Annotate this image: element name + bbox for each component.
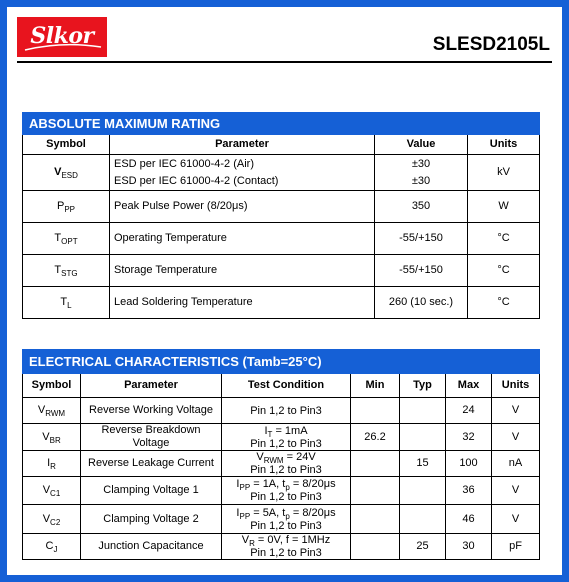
table-row [23,534,540,560]
parameter-line: ESD per IEC 61000-4-2 (Air) [114,157,254,170]
table-row [23,255,540,287]
max-cell: 30 [446,534,492,560]
table-row [23,191,540,223]
table-row [23,424,540,451]
unit-cell: pF [492,534,540,560]
typ-cell [400,424,446,451]
column-header: Parameter [81,374,222,398]
value-cell [375,191,468,223]
symbol-subscript: BR [49,435,61,445]
brand-logo [17,17,107,57]
condition-line [226,405,346,417]
parameter-cell [110,191,375,223]
symbol-cell [23,255,110,287]
symbol-cell [23,287,110,319]
max-cell: 100 [446,451,492,477]
electrical-characteristics-table [22,349,540,560]
condition-text: = 0V, f = 1MHz [254,534,331,546]
column-header: Test Condition [222,374,351,398]
symbol-cell [23,223,110,255]
header-row [23,135,540,155]
symbol-cell [23,424,81,451]
parameter-cell: Reverse Working Voltage [81,398,222,424]
symbol-subscript: R [50,462,56,471]
test-condition-cell [222,534,351,560]
condition-line [226,520,346,532]
condition-line [226,491,346,503]
parameter-cell: Clamping Voltage 1 [81,477,222,505]
min-cell [351,477,400,505]
test-condition-cell [222,398,351,424]
table-row [23,505,540,534]
value-cell [375,155,468,191]
condition-text: Pin 1,2 to Pin3 [250,519,322,532]
header-row [23,374,540,398]
condition-line [226,425,346,438]
column-header: Symbol [23,135,110,155]
condition-symbol: I [236,478,240,490]
parameter-line: Lead Soldering Temperature [114,296,253,308]
condition-symbol: I [264,424,268,437]
symbol-cell [23,191,110,223]
condition-text: Pin 1,2 to Pin3 [250,491,322,503]
test-condition-cell [222,424,351,451]
symbol-main: V [42,484,51,496]
symbol-subscript: STG [61,269,78,278]
condition-line [226,547,346,559]
unit-cell: V [492,505,540,534]
typ-cell [400,477,446,505]
table-row [23,398,540,424]
condition-subscript: T [267,429,273,439]
table-title: ELECTRICAL CHARACTERISTICS (Tamb=25°C) [23,350,540,374]
unit-cell: V [492,424,540,451]
unit-cell: V [492,477,540,505]
condition-text: = 1A, t [250,478,286,490]
value-cell [375,255,468,287]
symbol-subscript: ESD [61,171,78,180]
symbol-cell [23,505,81,534]
symbol-subscript: C1 [50,489,61,498]
test-condition-cell [222,477,351,505]
value-cell [375,287,468,319]
value-line: 260 (10 sec.) [388,296,454,308]
symbol-cell [23,451,81,477]
symbol-main: V [42,512,51,525]
condition-line [226,478,346,491]
parameter-line: Storage Temperature [114,264,218,276]
symbol-cell [23,398,81,424]
symbol-subscript: L [67,301,72,310]
symbol-main: T [60,296,68,308]
absolute-maximum-rating-table [22,112,540,319]
table-title-row [23,113,540,135]
symbol-cell [23,477,81,505]
unit-cell: °C [468,223,540,255]
condition-subscript: R [249,539,255,548]
value-line: -55/+150 [399,232,443,244]
column-header: Parameter [110,135,375,155]
parameter-line: Operating Temperature [114,232,227,244]
parameter-cell: Reverse Leakage Current [81,451,222,477]
symbol-main: V [42,430,50,443]
parameter-cell [110,223,375,255]
condition-line [226,464,346,476]
condition-text: = 8/20μs [289,506,336,519]
datasheet-page [7,7,562,575]
condition-text: Pin 1,2 to Pin3 [250,437,322,450]
symbol-main: V [54,166,62,178]
symbol-main: I [47,457,51,469]
min-cell [351,534,400,560]
test-condition-cell [222,451,351,477]
condition-subscript: RWM [263,456,284,465]
parameter-cell: Clamping Voltage 2 [81,505,222,534]
symbol-main: C [45,540,54,552]
min-cell [351,398,400,424]
condition-text: = 5A, t [250,506,286,519]
table-row [23,287,540,319]
max-cell: 36 [446,477,492,505]
parameter-cell [110,287,375,319]
condition-text: Pin 1,2 to Pin3 [250,404,322,417]
column-header: Max [446,374,492,398]
table-title: ABSOLUTE MAXIMUM RATING [23,113,540,135]
condition-subscript: PP [239,483,251,492]
max-cell: 32 [446,424,492,451]
unit-cell: V [492,398,540,424]
unit-cell: W [468,191,540,223]
condition-text: = 1mA [272,424,308,437]
table-title-row [23,350,540,374]
condition-line [226,438,346,450]
value-cell [375,223,468,255]
condition-text: = 8/20μs [289,478,336,490]
min-cell [351,451,400,477]
table-row [23,451,540,477]
column-header: Units [492,374,540,398]
min-cell [351,505,400,534]
condition-line [226,534,346,547]
parameter-cell [110,155,375,191]
column-header: Units [468,135,540,155]
value-line: ±30 [411,174,431,187]
table-row [23,155,540,191]
condition-symbol: V [256,451,264,463]
table-row [23,477,540,505]
symbol-subscript: J [53,545,58,554]
unit-cell: °C [468,287,540,319]
condition-symbol: V [241,534,250,546]
condition-subscript: p [285,483,290,492]
value-line: -55/+150 [399,264,443,276]
symbol-main: T [54,232,62,244]
test-condition-cell [222,505,351,534]
column-header: Symbol [23,374,81,398]
symbol-subscript: RWM [45,409,66,418]
symbol-subscript: C2 [50,517,61,527]
parameter-cell: Reverse Breakdown Voltage [81,424,222,451]
condition-line [226,451,346,464]
value-line: ±30 [411,157,431,170]
typ-cell: 15 [400,451,446,477]
symbol-cell [23,155,110,191]
symbol-cell [23,534,81,560]
parameter-line: ESD per IEC 61000-4-2 (Contact) [114,174,279,187]
table-row [23,223,540,255]
unit-cell: nA [492,451,540,477]
condition-text: = 24V [283,451,316,463]
column-header: Typ [400,374,446,398]
symbol-main: P [56,200,65,212]
parameter-line: Peak Pulse Power (8/20μs) [114,200,248,212]
condition-subscript: p [285,511,290,521]
condition-line [226,507,346,520]
parameter-cell [110,255,375,287]
part-number: SLESD2105L [432,34,550,55]
unit-cell: kV [468,155,540,191]
header-divider [17,61,552,63]
max-cell: 24 [446,398,492,424]
parameter-cell: Junction Capacitance [81,534,222,560]
brand-name: Slkor [30,23,94,49]
typ-cell [400,398,446,424]
symbol-subscript: PP [64,205,75,214]
column-header: Min [351,374,400,398]
symbol-main: V [37,404,46,416]
value-line: 350 [411,200,431,212]
condition-symbol: I [236,506,240,519]
condition-subscript: PP [239,511,251,521]
typ-cell: 25 [400,534,446,560]
condition-text: Pin 1,2 to Pin3 [250,464,322,476]
unit-cell: °C [468,255,540,287]
max-cell: 46 [446,505,492,534]
symbol-subscript: OPT [61,237,78,246]
symbol-main: T [54,264,62,276]
column-header: Value [375,135,468,155]
min-cell: 26.2 [351,424,400,451]
typ-cell [400,505,446,534]
condition-text: Pin 1,2 to Pin3 [250,547,322,559]
